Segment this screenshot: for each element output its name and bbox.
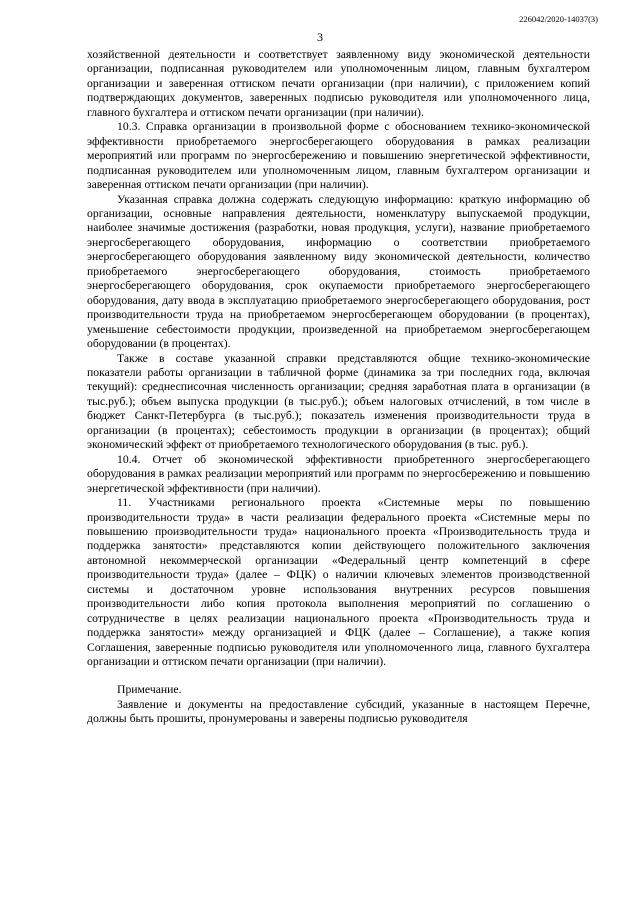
note-text: Заявление и документы на предоставление субсидий, указанные в настоящем Перечне, должны быть прошиты, пронумерованы и заверены подписью руководителя	[87, 697, 590, 726]
paragraph-continuation: хозяйственной деятельности и соответствует заявленному виду экономической деятельности организации, подписанная руководителем или уполномоченным лицом, главным бухгалтером организации и заверенная оттиском печати организации (при наличии), с приложением копий подтверждающих документов, заверенных подписью руководителя или уполномоченного лица, главного бухгалтера и оттиском печати организации (при наличии).	[87, 48, 590, 119]
paragraph-10-4: 10.4. Отчет об экономической эффективности приобретенного энергосберегающего оборудования в рамках реализации мероприятий или программ по энергосбережению и повышению энергетической эффективности (при наличии).	[87, 452, 590, 495]
document-body	[87, 48, 590, 727]
paragraph-reference-content: Указанная справка должна содержать следующую информацию: краткую информацию об организации, основные направления деятельности, номенклатуру выпускаемой продукции, наиболее значимые достижения (разработки, новая продукция, услуги), название приобретаемого энергосберегающего оборудования, информацию о соответствии приобретаемого энергосберегающего оборудования заявленному виду экономической деятельности, количество приобретаемого энергосберегающего оборудования, стоимость приобретаемого энергосберегающего оборудования, срок окупаемости приобретаемого энергосберегающего оборудования, дату ввода в эксплуатацию приобретаемого энергосберегающего оборудования, рост производительности труда на приобретаемом энергосберегающем оборудовании (в процентах), уменьшение себестоимости продукции, произведенной на приобретаемом энергосберегающем оборудовании (в процентах).	[87, 192, 590, 351]
note-heading: Примечание.	[117, 683, 182, 697]
paragraph-economic-indicators: Также в составе указанной справки представляются общие технико-экономические показатели работы организации в табличной форме (динамика за три последних года, включая текущий): среднесписочная численность организации; средняя заработная плата в организации (в тыс.руб.); объем выпуска продукции (в тыс.руб.); объем налоговых отчислений, в том числе в бюджет Санкт-Петербурга (в тыс.руб.); показатель изменения производительности труда в организации (в процентах); себестоимость продукции в организации (в процентах); общий экономический эффект от приобретаемого технологического оборудования (в тыс. руб.).	[87, 351, 590, 452]
paragraph-11: 11. Участниками регионального проекта «Системные меры по повышению производительности труда» в части реализации федерального проекта «Системные меры по повышению производительности труда» национального проекта «Производительность труда и поддержка занятости» представляются копии действующего положительного заключения автономной некоммерческой организации «Федеральный центр компетенций в сфере производительности труда» (далее – ФЦК) о наличии ключевых элементов производственной системы и достаточном уровне использования внутренних ресурсов повышения производительности либо копия протокола выполнения мероприятий по соглашению о сотрудничестве в целях реализации национального проекта «Производительность труда и поддержка занятости» между организацией и ФЦК (далее – Соглашение), а также копия Соглашения, заверенные подписью руководителя или уполномоченного лица, главного бухгалтера организации и оттиском печати организации (при наличии).	[87, 496, 590, 669]
document-number: 226042/2020-14037(3)	[519, 14, 598, 24]
paragraph-10-3: 10.3. Справка организации в произвольной форме с обоснованием технико-экономической эффективности приобретаемого энергосберегающего оборудования в рамках реализации мероприятий или программ по энергосбережению и повышению энергетической эффективности, подписанная руководителем или уполномоченным лицом, главным бухгалтером организации и заверенная оттиском печати организации (при наличии).	[87, 120, 590, 192]
page-number: 3	[317, 30, 323, 44]
